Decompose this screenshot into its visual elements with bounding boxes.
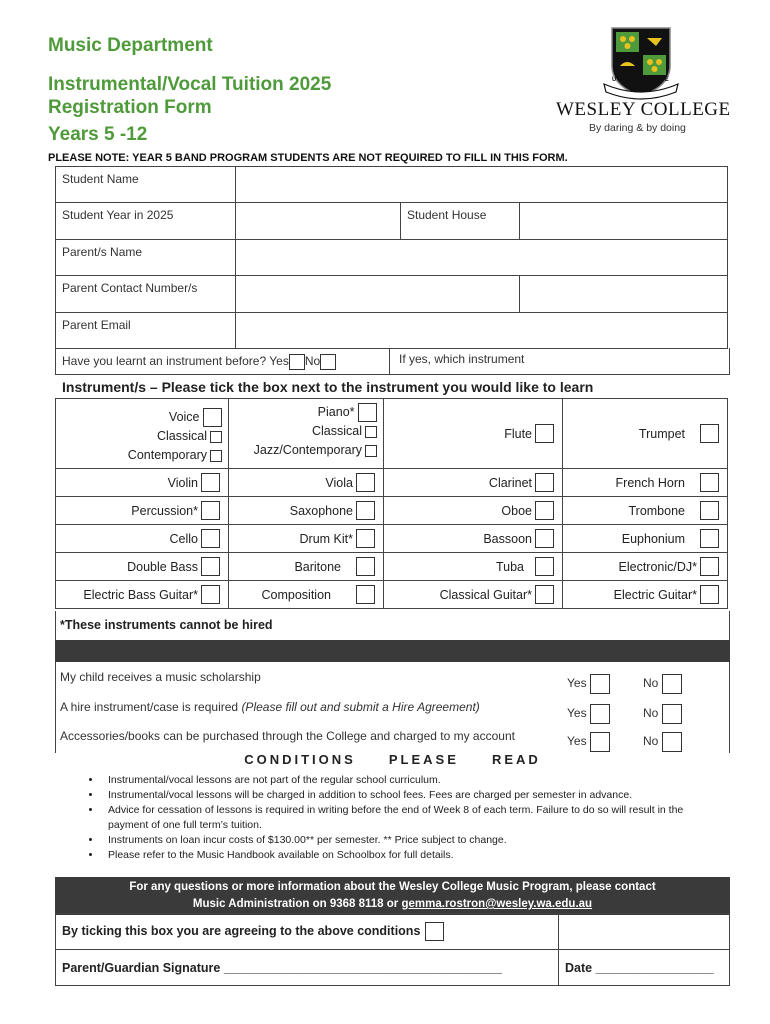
instrument-checkbox[interactable] xyxy=(201,501,220,520)
student-house-label: Student House xyxy=(407,208,487,222)
agree-checkbox[interactable] xyxy=(425,922,444,941)
contact-bar xyxy=(55,877,730,915)
college-crest xyxy=(600,26,682,102)
hire-footnote: *These instruments cannot be hired xyxy=(60,618,273,632)
hire-label: A hire instrument/case is required xyxy=(60,700,239,714)
instrument-label: Bassoon xyxy=(483,531,532,546)
instrument-checkbox[interactable] xyxy=(700,501,719,520)
signature-field[interactable]: Parent/Guardian Signature ________________________________________ xyxy=(62,960,502,975)
voice-classical-label: Classical xyxy=(156,429,207,444)
condition-item: • Instruments on loan incur costs of $130.00** per semester. ** Price subject to change. xyxy=(102,833,722,848)
crest-banner: UTILITAS · VITAE xyxy=(612,77,670,83)
instrument-checkbox[interactable] xyxy=(356,585,375,604)
instrument-label: Electronic/DJ* xyxy=(618,559,697,574)
instrument-checkbox[interactable] xyxy=(201,473,220,492)
learnt-no-checkbox[interactable] xyxy=(320,354,336,370)
instrument-checkbox[interactable] xyxy=(201,557,220,576)
no-label: No xyxy=(643,706,659,721)
instrument-label: Baritone xyxy=(294,559,341,574)
student-year-label: Student Year in 2025 xyxy=(62,208,174,222)
instrument-label: Classical Guitar* xyxy=(439,587,532,602)
condition-item: • Please refer to the Music Handbook available on Schoolbox for full details. xyxy=(102,848,722,863)
flute-checkbox[interactable] xyxy=(535,424,554,443)
accessories-label: Accessories/books can be purchased through the College and charged to my account xyxy=(60,729,515,743)
which-instrument-label: If yes, which instrument xyxy=(399,352,525,366)
scholarship-no-checkbox[interactable] xyxy=(662,674,682,694)
instrument-label: Cello xyxy=(169,531,198,546)
instrument-checkbox[interactable] xyxy=(700,529,719,548)
hire-note: (Please fill out and submit a Hire Agreement) xyxy=(241,700,480,714)
yes-label: Yes xyxy=(567,676,587,691)
instrument-checkbox[interactable] xyxy=(535,585,554,604)
piano-jazz-label: Jazz/Contemporary xyxy=(253,443,362,458)
instrument-checkbox[interactable] xyxy=(356,473,375,492)
learnt-no-label: No xyxy=(304,354,321,369)
parent-contact-field-1[interactable] xyxy=(236,276,520,313)
instrument-label: Viola xyxy=(325,475,353,490)
conditions-list xyxy=(78,773,722,863)
instrument-label: Violin xyxy=(167,475,198,490)
instrument-label: Composition xyxy=(261,587,331,602)
accessories-yes-checkbox[interactable] xyxy=(590,732,610,752)
section-divider-bar xyxy=(55,640,730,662)
voice-contemporary-label: Contemporary xyxy=(127,448,207,463)
contact-email-link[interactable]: gemma.rostron@wesley.wa.edu.au xyxy=(401,898,593,910)
contact-line2: Music Administration on 9368 8118 or xyxy=(192,898,399,910)
flute-label: Flute xyxy=(504,426,532,441)
instrument-checkbox[interactable] xyxy=(356,557,375,576)
voice-contemporary-checkbox[interactable] xyxy=(210,450,222,462)
hire-yes xyxy=(567,704,610,724)
instrument-checkbox[interactable] xyxy=(535,473,554,492)
student-details-table xyxy=(55,166,728,349)
trumpet-label: Trumpet xyxy=(638,426,685,441)
voice-checkbox[interactable] xyxy=(203,408,222,427)
piano-classical-checkbox[interactable] xyxy=(365,426,377,438)
instrument-checkbox[interactable] xyxy=(700,473,719,492)
learnt-before-question xyxy=(62,354,336,370)
year5-note: PLEASE NOTE: YEAR 5 BAND PROGRAM STUDENTS ARE NOT REQUIRED TO FILL IN THIS FORM. xyxy=(48,152,568,164)
instrument-checkbox[interactable] xyxy=(700,557,719,576)
instrument-label: Electric Guitar* xyxy=(613,587,697,602)
accessories-no-checkbox[interactable] xyxy=(662,732,682,752)
college-name: WESLEY COLLEGE xyxy=(556,99,731,120)
instruments-table xyxy=(55,398,728,609)
condition-item: • Instrumental/vocal lessons are not part of the regular school curriculum. xyxy=(102,773,722,788)
accessories-no xyxy=(643,732,682,752)
yes-label: Yes xyxy=(567,706,587,721)
student-year-field[interactable] xyxy=(236,203,401,240)
instrument-checkbox[interactable] xyxy=(356,529,375,548)
piano-checkbox[interactable] xyxy=(358,403,377,422)
accessories-yes xyxy=(567,732,610,752)
instrument-checkbox[interactable] xyxy=(535,557,554,576)
hire-no-checkbox[interactable] xyxy=(662,704,682,724)
instrument-checkbox[interactable] xyxy=(535,501,554,520)
parent-name-field[interactable] xyxy=(236,240,728,276)
form-title-line2: Registration Form xyxy=(48,97,212,118)
piano-label: Piano* xyxy=(317,405,355,419)
scholarship-label: My child receives a music scholarship xyxy=(60,670,261,684)
department-title: Music Department xyxy=(48,35,213,56)
parent-contact-label: Parent Contact Number/s xyxy=(62,281,198,295)
instrument-checkbox[interactable] xyxy=(535,529,554,548)
instrument-label: Tuba xyxy=(495,559,524,574)
learnt-yes-checkbox[interactable] xyxy=(289,354,305,370)
yes-label: Yes xyxy=(567,734,587,749)
instrument-label: French Horn xyxy=(615,475,685,490)
instrument-checkbox[interactable] xyxy=(201,529,220,548)
condition-item: • Instrumental/vocal lessons will be charged in addition to school fees. Fees are charged per semester in advance. xyxy=(102,788,722,803)
parent-name-label: Parent/s Name xyxy=(62,245,143,259)
contact-line1: For any questions or more information about the Wesley College Music Program, please contact xyxy=(129,881,656,893)
instrument-label: Electric Bass Guitar* xyxy=(83,587,198,602)
learnt-divider xyxy=(389,348,390,374)
trumpet-checkbox[interactable] xyxy=(700,424,719,443)
piano-classical-label: Classical xyxy=(311,424,362,439)
learnt-before-label: Have you learnt an instrument before? xyxy=(62,354,267,369)
instrument-checkbox[interactable] xyxy=(356,501,375,520)
scholarship-no xyxy=(643,674,682,694)
date-field[interactable]: Date _________________ xyxy=(565,960,714,975)
parent-email-label: Parent Email xyxy=(62,318,131,332)
parent-contact-field-2[interactable] xyxy=(520,276,728,313)
instrument-checkbox[interactable] xyxy=(201,585,220,604)
piano-jazz-checkbox[interactable] xyxy=(365,445,377,457)
hire-no xyxy=(643,704,682,724)
scholarship-yes-checkbox[interactable] xyxy=(590,674,610,694)
condition-item: • Advice for cessation of lessons is required in writing before the end of Week 8 of each term. Failure to do so will result in the payment of one full term’s tuition. xyxy=(102,803,722,833)
form-title-line1: Instrumental/Vocal Tuition 2025 xyxy=(48,74,332,95)
instruments-heading: Instrument/s – Please tick the box next to the instrument you would like to learn xyxy=(62,379,594,395)
student-name-field[interactable] xyxy=(236,167,728,203)
learnt-yes-label: Yes xyxy=(269,354,289,369)
years-label: Years 5 -12 xyxy=(48,124,148,145)
instrument-label: Double Bass xyxy=(127,559,198,574)
instrument-label: Euphonium xyxy=(621,531,685,546)
instrument-label: Drum Kit* xyxy=(299,531,353,546)
hire-yes-checkbox[interactable] xyxy=(590,704,610,724)
instrument-label: Saxophone xyxy=(289,503,353,518)
voice-label: Voice xyxy=(168,410,200,424)
student-name-label: Student Name xyxy=(62,172,139,186)
student-house-field[interactable] xyxy=(520,203,728,240)
no-label: No xyxy=(643,676,659,691)
instrument-label: Clarinet xyxy=(488,475,532,490)
agreement-table xyxy=(55,913,730,986)
instrument-checkbox[interactable] xyxy=(700,585,719,604)
instrument-label: Trombone xyxy=(628,503,685,518)
instrument-label: Percussion* xyxy=(131,503,198,518)
instrument-label: Oboe xyxy=(501,503,532,518)
parent-email-field[interactable] xyxy=(236,313,728,349)
agree-label: By ticking this box you are agreeing to the above conditions xyxy=(62,924,421,938)
voice-classical-checkbox[interactable] xyxy=(210,431,222,443)
college-motto: By daring & by doing xyxy=(589,122,686,134)
scholarship-yes xyxy=(567,674,610,694)
no-label: No xyxy=(643,734,659,749)
hire-question xyxy=(60,700,480,714)
conditions-heading: CONDITIONS PLEASE READ xyxy=(244,752,541,767)
